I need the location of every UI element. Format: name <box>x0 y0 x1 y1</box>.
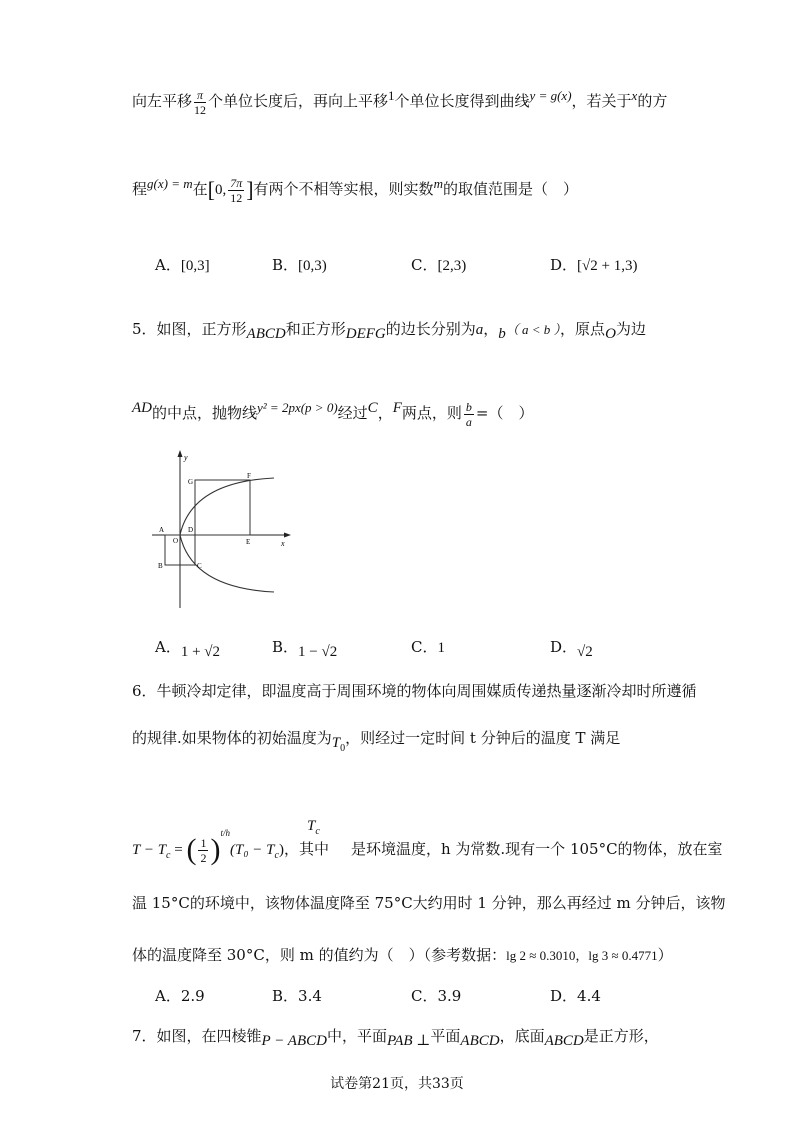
q4-option-a[interactable]: A．[0,3] <box>155 256 210 274</box>
q6-line4: 温 15°C的环境中，该物体温度降至 75°C大约用时 1 分钟，那么再经过 m 分钟后，该物 <box>132 894 726 912</box>
q5-line1: 5．如图，正方形ABCD和正方形DEFG的边长分别为a，b（ a < b ），原点O为边 <box>132 320 646 342</box>
q6-line5: 体的温度降至 30°C，则 m 的值约为（ ）（参考数据：lg 2 ≈ 0.3010，lg 3 ≈ 0.4771） <box>132 946 673 964</box>
q6-line3: $T - T_c$ = ( $\frac{1}{2}$ )$^{t/h}(T_0 - T_c)$，其中 是环境温度，h 为常数.现有一个 105°C的物体，放在室 <box>132 828 723 866</box>
q5-option-c[interactable]: C．1 <box>411 638 445 656</box>
x-axis-arrow <box>284 533 291 538</box>
label-b: B <box>158 562 163 570</box>
q4-text: 向左平移 <box>132 92 193 110</box>
q4-up-amount: 1 <box>388 88 395 103</box>
q4-line1: 向左平移 $\frac{\pi}{12}$ 个单位长度后，再向上平移1个单位长度得到曲线y = g(x)，若关于x的方 <box>132 87 668 117</box>
q6-option-a[interactable]: A．2.9 <box>155 987 205 1005</box>
q4-option-c[interactable]: C．[2,3) <box>411 256 467 274</box>
q4-interval-fraction: $\frac{7\pi}{12}$ <box>230 175 243 205</box>
label-x: x <box>281 539 285 548</box>
q7-line1: 7．如图，在四棱锥P − ABCD中，平面PAB ⊥平面ABCD，底面ABCD是正方形， <box>132 1027 659 1049</box>
q4-option-d[interactable]: D．[√2 + 1,3) <box>550 256 638 274</box>
q6-line1: 6．牛顿冷却定律，即温度高于周围环境的物体向周围媒质传递热量逐渐冷却时所遵循 <box>132 682 697 700</box>
y-axis-arrow <box>178 450 183 457</box>
label-y: y <box>184 453 188 462</box>
q5-option-b[interactable]: B．1 − √2 <box>272 638 338 660</box>
q6-line2: 的规律.如果物体的初始温度为$T_0$，则经过一定时间 t 分钟后的温度 T 满足 <box>132 729 621 754</box>
label-f: F <box>247 472 251 480</box>
q4-equation: g(x) = m <box>147 176 193 191</box>
page-footer: 试卷第21页，共33页 <box>330 1076 464 1092</box>
q5-option-a[interactable]: A．1 + √2 <box>155 638 221 660</box>
q6-formula: $T - T_c$ = <box>132 842 187 861</box>
q6-option-b[interactable]: B．3.4 <box>272 987 322 1005</box>
q4-option-b[interactable]: B．[0,3) <box>272 256 327 274</box>
label-a: A <box>159 526 165 534</box>
q4-shift-fraction: $\frac{\pi}{12}$ <box>194 87 207 117</box>
label-c: C <box>197 562 202 570</box>
label-d: D <box>188 526 194 534</box>
q5-option-d[interactable]: D．√2 <box>550 638 593 660</box>
q5-parabola-figure <box>148 448 298 610</box>
q6-reference-data: lg 2 ≈ 0.3010，lg 3 ≈ 0.4771 <box>506 948 658 963</box>
label-e: E <box>246 538 251 546</box>
label-o: O <box>173 537 179 545</box>
q4-line2: 程g(x) = m在[0, $\frac{7\pi}{12}$ ]有两个不相等实根，则实数m的取值范围是（ ） <box>132 175 578 205</box>
q5-parabola-equation: y² = 2px(p > 0) <box>257 400 338 415</box>
q4-curve: y = g(x) <box>529 88 572 103</box>
q6-tc-label: $T_c$ <box>307 818 320 837</box>
label-g: G <box>188 478 194 486</box>
q5-ratio: $\frac{b}{a}$ <box>465 399 472 429</box>
q5-line2: AD的中点，抛物线y² = 2px(p > 0)经过C，F两点，则 $\frac{b}{a}$ =（ ） <box>132 399 534 429</box>
q6-option-c[interactable]: C．3.9 <box>411 987 462 1005</box>
q6-option-d[interactable]: D．4.4 <box>550 987 601 1005</box>
